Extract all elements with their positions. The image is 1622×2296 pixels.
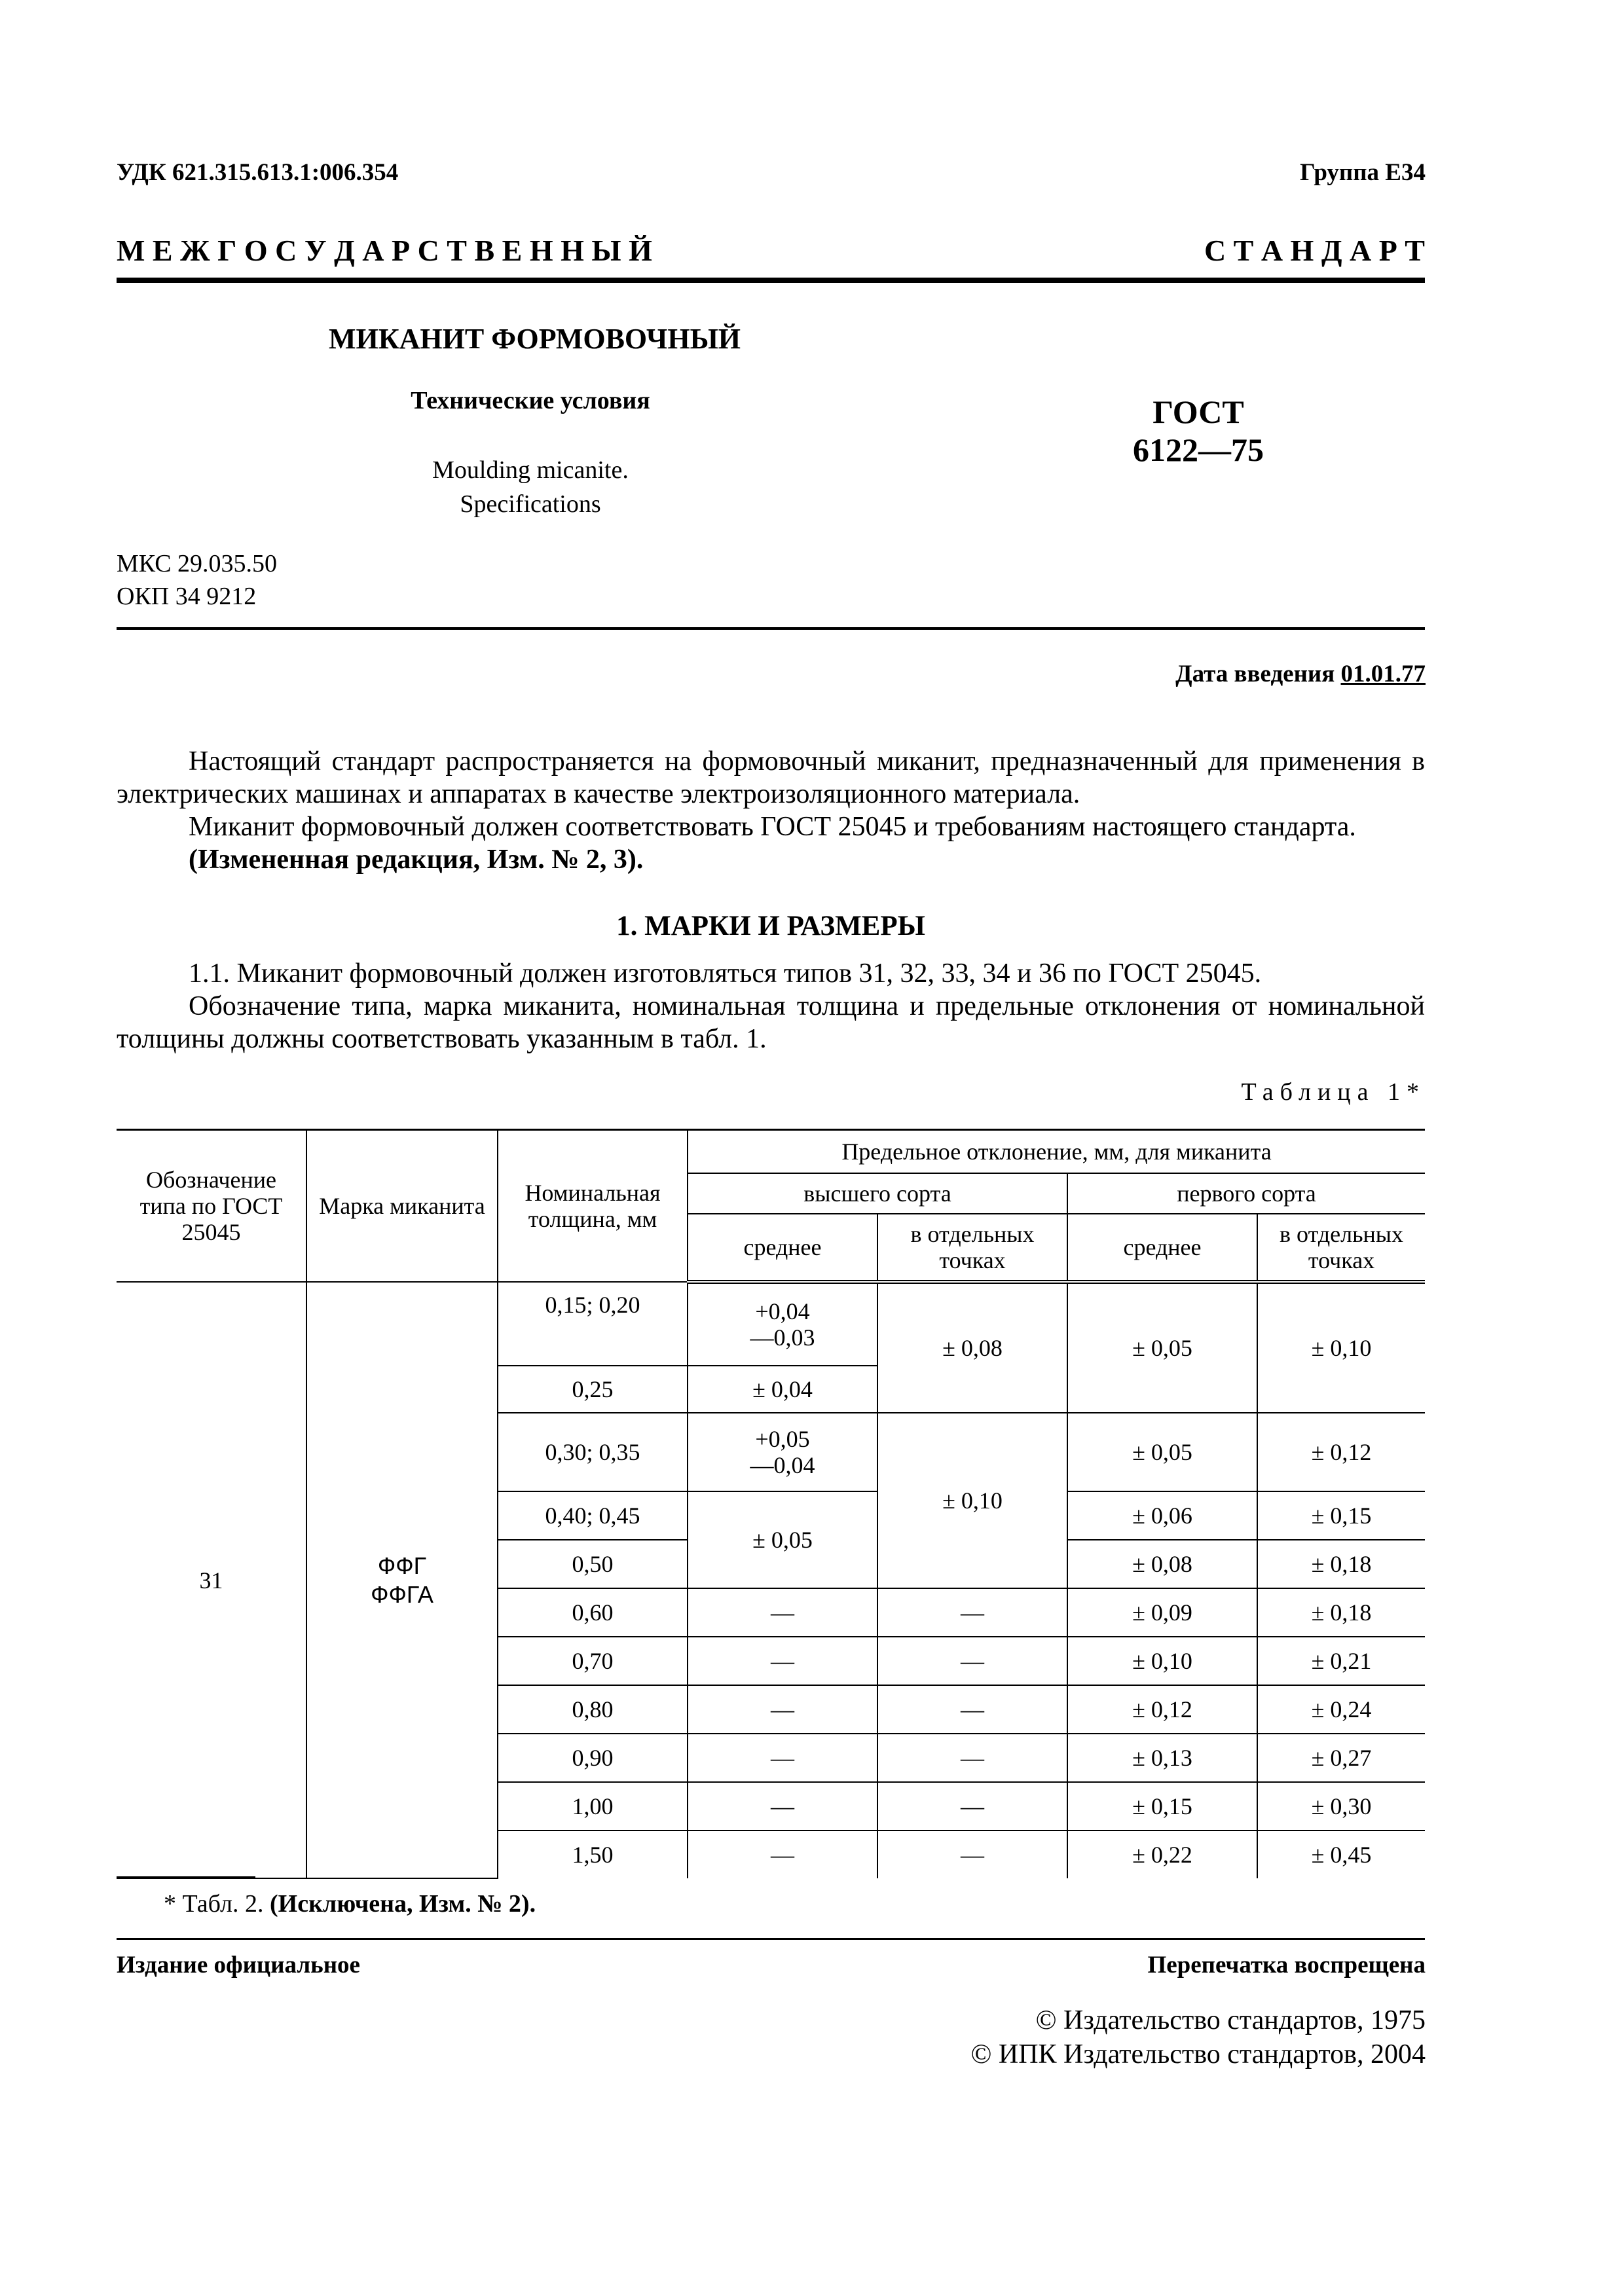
thickness-table (117, 1129, 1425, 1879)
brand-ffg: ФФГ (377, 1552, 427, 1579)
cell-high-avg: — (688, 1588, 877, 1637)
table-footnote (164, 1889, 536, 1918)
cell-first-points: ± 0,30 (1257, 1782, 1425, 1831)
header-type: Обозначение типа по ГОСТ 25045 (117, 1130, 306, 1283)
cell-first-points: ± 0,12 (1257, 1413, 1425, 1491)
cell-first-points: ± 0,18 (1257, 1588, 1425, 1637)
header-high-avg: среднее (688, 1214, 877, 1282)
udk-code: УДК 621.315.613.1:006.354 (117, 159, 399, 186)
cell-first-avg: ± 0,12 (1067, 1685, 1257, 1734)
cell-high-avg: ± 0,04 (688, 1366, 877, 1413)
cell-first-avg: ± 0,10 (1067, 1637, 1257, 1685)
cell-nominal: 0,80 (498, 1685, 688, 1734)
footnote-rule (117, 1876, 255, 1878)
cell-high-avg: — (688, 1831, 877, 1878)
introduction-date-label: Дата введения (1175, 661, 1335, 687)
cell-nominal: 0,90 (498, 1734, 688, 1782)
table-caption: Таблица 1* (1241, 1078, 1426, 1106)
cell-high-points: — (877, 1637, 1067, 1685)
gost-label: ГОСТ (1152, 393, 1244, 430)
cell-first-avg: ± 0,09 (1067, 1588, 1257, 1637)
cell-high-points: — (877, 1734, 1067, 1782)
cell-first-points: ± 0,45 (1257, 1831, 1425, 1878)
cell-first-points: ± 0,24 (1257, 1685, 1425, 1734)
group-code: Группа Е34 (1300, 159, 1426, 186)
section-1-title: 1. МАРКИ И РАЗМЕРЫ (616, 911, 925, 941)
table-row (117, 1282, 1425, 1366)
compliance-amendment: (Измененная редакция, Изм. № 2, 3). (189, 845, 644, 875)
cell-first-points: ± 0,21 (1257, 1637, 1425, 1685)
cell-high-avg-plus: +0,05 (755, 1426, 810, 1452)
cell-high-points: — (877, 1685, 1067, 1734)
gost-designation (1061, 393, 1336, 469)
cell-high-points: — (877, 1831, 1067, 1878)
cell-first-avg: ± 0,06 (1067, 1491, 1257, 1540)
compliance-paragraph: Миканит формовочный должен соответствовать ГОСТ 25045 и требованиям настоящего стандарта. (189, 812, 1356, 842)
cell-high-avg: — (688, 1685, 877, 1734)
cell-high-points: — (877, 1588, 1067, 1637)
cell-high-avg: — (688, 1734, 877, 1782)
cell-nominal: 0,15; 0,20 (498, 1282, 688, 1366)
header-grade-high: высшего сорта (688, 1173, 1067, 1214)
mks-code: МКС 29.035.50 (117, 550, 278, 577)
header-first-points: в отдельных точках (1257, 1214, 1425, 1282)
cell-nominal: 0,70 (498, 1637, 688, 1685)
cell-first-avg: ± 0,22 (1067, 1831, 1257, 1878)
cell-high-avg: ± 0,05 (688, 1491, 877, 1588)
brand-ffga: ФФГА (371, 1580, 433, 1608)
copyright-line-1: © Издательство стандартов, 1975 (1035, 2005, 1426, 2035)
cell-type: 31 (117, 1282, 306, 1878)
cell-first-points: ± 0,27 (1257, 1734, 1425, 1782)
cell-brand (306, 1282, 498, 1878)
cell-nominal: 1,00 (498, 1782, 688, 1831)
clause-1-1-designation: Обозначение типа, марка миканита, номинальная толщина и предельные отклонения от номинальной толщины должны соответствовать указанным в табл. 1. (117, 991, 1425, 1054)
cell-first-avg: ± 0,15 (1067, 1782, 1257, 1831)
english-title-line-1: Moulding micanite. (432, 456, 629, 484)
cell-nominal: 0,60 (498, 1588, 688, 1637)
cell-first-avg: ± 0,08 (1067, 1540, 1257, 1588)
cell-first-points: ± 0,15 (1257, 1491, 1425, 1540)
english-title-line-2: Specifications (460, 490, 601, 518)
cell-nominal: 0,50 (498, 1540, 688, 1588)
okp-code: ОКП 34 9212 (117, 583, 257, 610)
standard-banner (117, 233, 1425, 268)
document-title: МИКАНИТ ФОРМОВОЧНЫЙ (329, 323, 741, 355)
header-deviation: Предельное отклонение, мм, для миканита (688, 1130, 1425, 1174)
classification-codes (117, 547, 277, 613)
cell-nominal: 1,50 (498, 1831, 688, 1878)
introduction-date (1175, 660, 1426, 688)
cell-first-points: ± 0,10 (1257, 1282, 1425, 1413)
gost-number: 6122—75 (1133, 431, 1264, 468)
header-brand: Марка миканита (306, 1130, 498, 1283)
banner-rule (117, 278, 1425, 283)
header-first-avg: среднее (1067, 1214, 1257, 1282)
header-nominal: Номинальная толщина, мм (498, 1130, 688, 1283)
cell-nominal: 0,30; 0,35 (498, 1413, 688, 1491)
document-subtitle: Технические условия (411, 387, 650, 414)
title-block-rule (117, 627, 1425, 630)
cell-high-avg (688, 1282, 877, 1366)
cell-high-points: ± 0,10 (877, 1413, 1067, 1588)
copyright-block (970, 2003, 1426, 2071)
clause-1-1: 1.1. Миканит формовочный должен изготовляться типов 31, 32, 33, 34 и 36 по ГОСТ 25045. (189, 958, 1262, 989)
cell-high-avg-minus: —0,04 (750, 1452, 815, 1478)
official-edition: Издание официальное (117, 1952, 360, 1978)
cell-high-avg-plus: +0,04 (755, 1298, 810, 1324)
footnote-text: (Исключена, Изм. № 2). (269, 1890, 536, 1918)
cell-first-avg: ± 0,05 (1067, 1282, 1257, 1413)
cell-first-avg: ± 0,05 (1067, 1413, 1257, 1491)
cell-nominal: 0,25 (498, 1366, 688, 1413)
cell-high-avg-minus: —0,03 (750, 1324, 815, 1351)
cell-high-points: ± 0,08 (877, 1282, 1067, 1413)
cell-high-points: — (877, 1782, 1067, 1831)
english-title (347, 453, 714, 521)
introduction-date-value: 01.01.77 (1340, 661, 1426, 687)
cell-high-avg (688, 1413, 877, 1491)
banner-word-1: М Е Ж Г О С У Д А Р С Т В Е Н Н Ы Й (117, 234, 652, 267)
cell-first-avg: ± 0,13 (1067, 1734, 1257, 1782)
copyright-line-2: © ИПК Издательство стандартов, 2004 (970, 2039, 1426, 2069)
reprint-prohibited: Перепечатка воспрещена (1147, 1952, 1426, 1978)
cell-high-avg: — (688, 1637, 877, 1685)
scope-paragraph: Настоящий стандарт распространяется на формовочный миканит, предназначенный для применения в электрических машинах и аппаратах в качестве электроизоляционного материала. (117, 746, 1425, 809)
cell-first-points: ± 0,18 (1257, 1540, 1425, 1588)
header-grade-first: первого сорта (1067, 1173, 1425, 1214)
cell-nominal: 0,40; 0,45 (498, 1491, 688, 1540)
banner-word-2: С Т А Н Д А Р Т (1204, 234, 1425, 267)
cell-high-avg: — (688, 1782, 877, 1831)
footer-rule (117, 1938, 1425, 1940)
header-high-points: в отдельных точках (877, 1214, 1067, 1282)
footnote-marker: * Табл. 2. (164, 1890, 264, 1918)
